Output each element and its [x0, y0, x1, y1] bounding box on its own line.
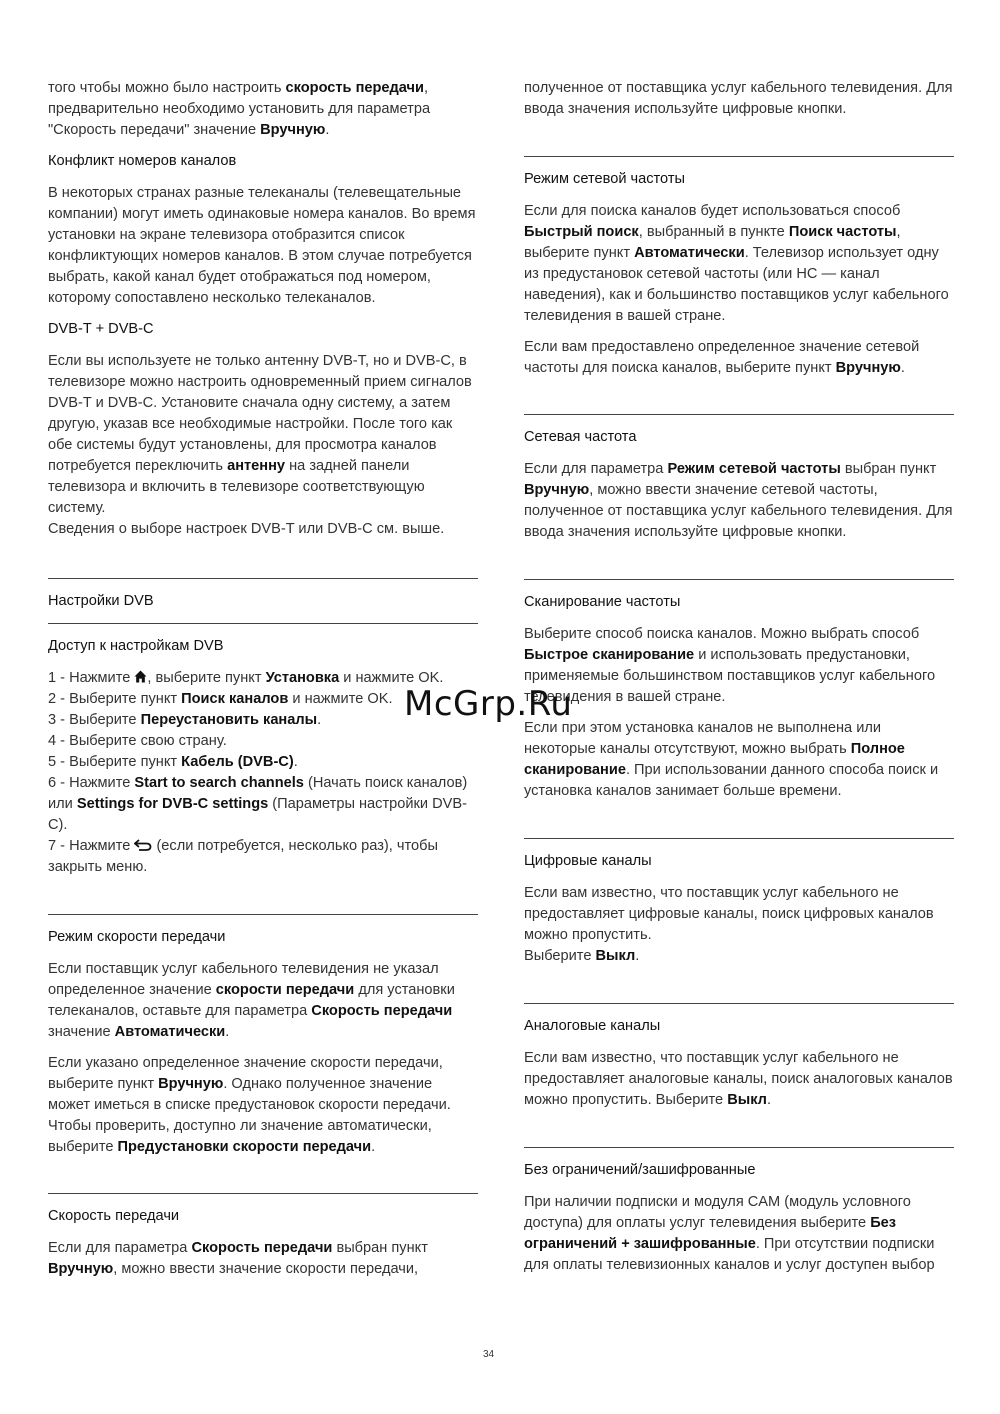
watermark: McGrp.Ru	[404, 684, 573, 724]
step-7: 7 - Нажмите (если потребуется, несколько раз), чтобы закрыть меню.	[48, 838, 438, 875]
freq-scan-p1: Выберите способ поиска каналов. Можно выбрать способ Быстрое сканирование и использовать предустановки, применяемые большинством поставщиков услуг кабельного телевидения в вашей стране.	[524, 626, 936, 705]
right-column	[524, 78, 954, 1286]
dvb-access-subheading: Доступ к настройкам DVB	[48, 638, 224, 654]
network-freq-text: Если для параметра Режим сетевой частоты выбран пункт Вручную, можно ввести значение сетевой частоты, полученное от поставщика услуг кабельного телевидения. Для ввода значения используйте цифровые кнопки.	[524, 461, 953, 540]
dvb-settings-heading: Настройки DVB	[48, 593, 154, 609]
step-2: 2 - Выберите пункт Поиск каналов и нажмите OK.	[48, 691, 393, 707]
digital-channels-select: Выберите Выкл.	[524, 948, 640, 964]
digital-channels-heading: Цифровые каналы	[524, 853, 652, 869]
analog-channels-heading: Аналоговые каналы	[524, 1018, 661, 1034]
step-5: 5 - Выберите пункт Кабель (DVB-C).	[48, 754, 298, 770]
digital-channels-text: Если вам известно, что поставщик услуг кабельного не предоставляет цифровые каналы, поиск цифровых каналов можно пропустить.	[524, 885, 934, 943]
step-4: 4 - Выберите свою страну.	[48, 733, 227, 749]
section-divider	[48, 578, 478, 579]
conflict-text: В некоторых странах разные телеканалы (телевещательные компании) могут иметь одинаковые номера каналов. Во время установки на экране телевизора отобразится список конфликтующих номеров каналов. В этом случае потребуется выбрать, какой канал будет отображаться под номером, которому сопоставлено несколько телеканалов.	[48, 185, 476, 306]
section-divider	[524, 1003, 954, 1004]
back-icon	[134, 839, 152, 851]
conflict-heading: Конфликт номеров каналов	[48, 153, 237, 169]
section-divider	[48, 623, 478, 624]
network-freq-mode-p2: Если вам предоставлено определенное значение сетевой частоты для поиска каналов, выберите пункт Вручную.	[524, 339, 920, 376]
network-freq-mode-heading: Режим сетевой частоты	[524, 171, 686, 187]
symbol-rate-text: Если для параметра Скорость передачи выбран пункт Вручную, можно ввести значение скорости передачи,	[48, 1240, 428, 1277]
right-intro: полученное от поставщика услуг кабельного телевидения. Для ввода значения используйте цифровые кнопки.	[524, 80, 953, 117]
step-3: 3 - Выберите Переустановить каналы.	[48, 712, 322, 728]
home-icon	[134, 670, 147, 683]
section-divider	[524, 579, 954, 580]
symbol-rate-mode-p1: Если поставщик услуг кабельного телевидения не указал определенное значение скорости передачи для установки телеканалов, оставьте для параметра Скорость передачи значение Автоматически.	[48, 961, 455, 1040]
dvbtc-text: Если вы используете не только антенну DVB-T, но и DVB-C, в телевизоре можно настроить одновременный прием сигналов DVB-T и DVB-C. Установите сначала одну систему, а затем другую, указав все необходимые настройки. После того как обе системы будут установлены, для просмотра каналов потребуется переключить антенну на задней панели телевизора и включить в телевизоре соответствующую систему.	[48, 353, 472, 516]
dvbtc-note: Сведения о выборе настроек DVB-T или DVB-C см. выше.	[48, 521, 445, 537]
symbol-rate-heading: Скорость передачи	[48, 1208, 180, 1224]
section-divider	[48, 914, 478, 915]
section-divider	[524, 414, 954, 415]
page-number: 34	[483, 1349, 495, 1360]
dvbtc-heading: DVB-T + DVB-C	[48, 321, 154, 337]
free-scrambled-text: При наличии подписки и модуля CAM (модуль условного доступа) для оплаты услуг телевидения выберите Без ограничений + зашифрованные. При отсутствии подписки для оплаты телевизионных каналов и услуг доступен выбор	[524, 1194, 935, 1273]
symbol-rate-mode-heading: Режим скорости передачи	[48, 929, 226, 945]
symbol-rate-mode-p2: Если указано определенное значение скорости передачи, выберите пункт Вручную. Однако полученное значение может иметься в списке предустановок скорости передачи. Чтобы проверить, доступно ли значение автоматически, выберите Предустановки скорости передачи.	[48, 1055, 451, 1155]
step-1: 1 - Нажмите , выберите пункт Установка и нажмите OK.	[48, 670, 444, 686]
section-divider	[524, 838, 954, 839]
free-scrambled-heading: Без ограничений/зашифрованные	[524, 1162, 756, 1178]
network-freq-mode-p1: Если для поиска каналов будет использоваться способ Быстрый поиск, выбранный в пункте Поиск частоты, выберите пункт Автоматически. Телевизор использует одну из предустановок сетевой частоты (или HC — канал наведения), как и большинство поставщиков услуг кабельного телевидения в вашей стране.	[524, 203, 949, 324]
freq-scan-p2: Если при этом установка каналов не выполнена или некоторые каналы отсутствуют, можно выбрать Полное сканирование. При использовании данного способа поиск и установка каналов занимает больше времени.	[524, 720, 939, 799]
intro-paragraph: того чтобы можно было настроить скорость передачи, предварительно необходимо установить для параметра "Скорость передачи" значение Вручную.	[48, 80, 431, 138]
network-freq-heading: Сетевая частота	[524, 429, 637, 445]
section-divider	[524, 1147, 954, 1148]
section-divider	[48, 1193, 478, 1194]
freq-scan-heading: Сканирование частоты	[524, 594, 681, 610]
step-6: 6 - Нажмите Start to search channels (Начать поиск каналов) или Settings for DVB-C settings (Параметры настройки DVB-C).	[48, 775, 468, 833]
section-divider	[524, 156, 954, 157]
analog-channels-text: Если вам известно, что поставщик услуг кабельного не предоставляет аналоговые каналы, поиск аналоговых каналов можно пропустить. Выберите Выкл.	[524, 1050, 953, 1108]
